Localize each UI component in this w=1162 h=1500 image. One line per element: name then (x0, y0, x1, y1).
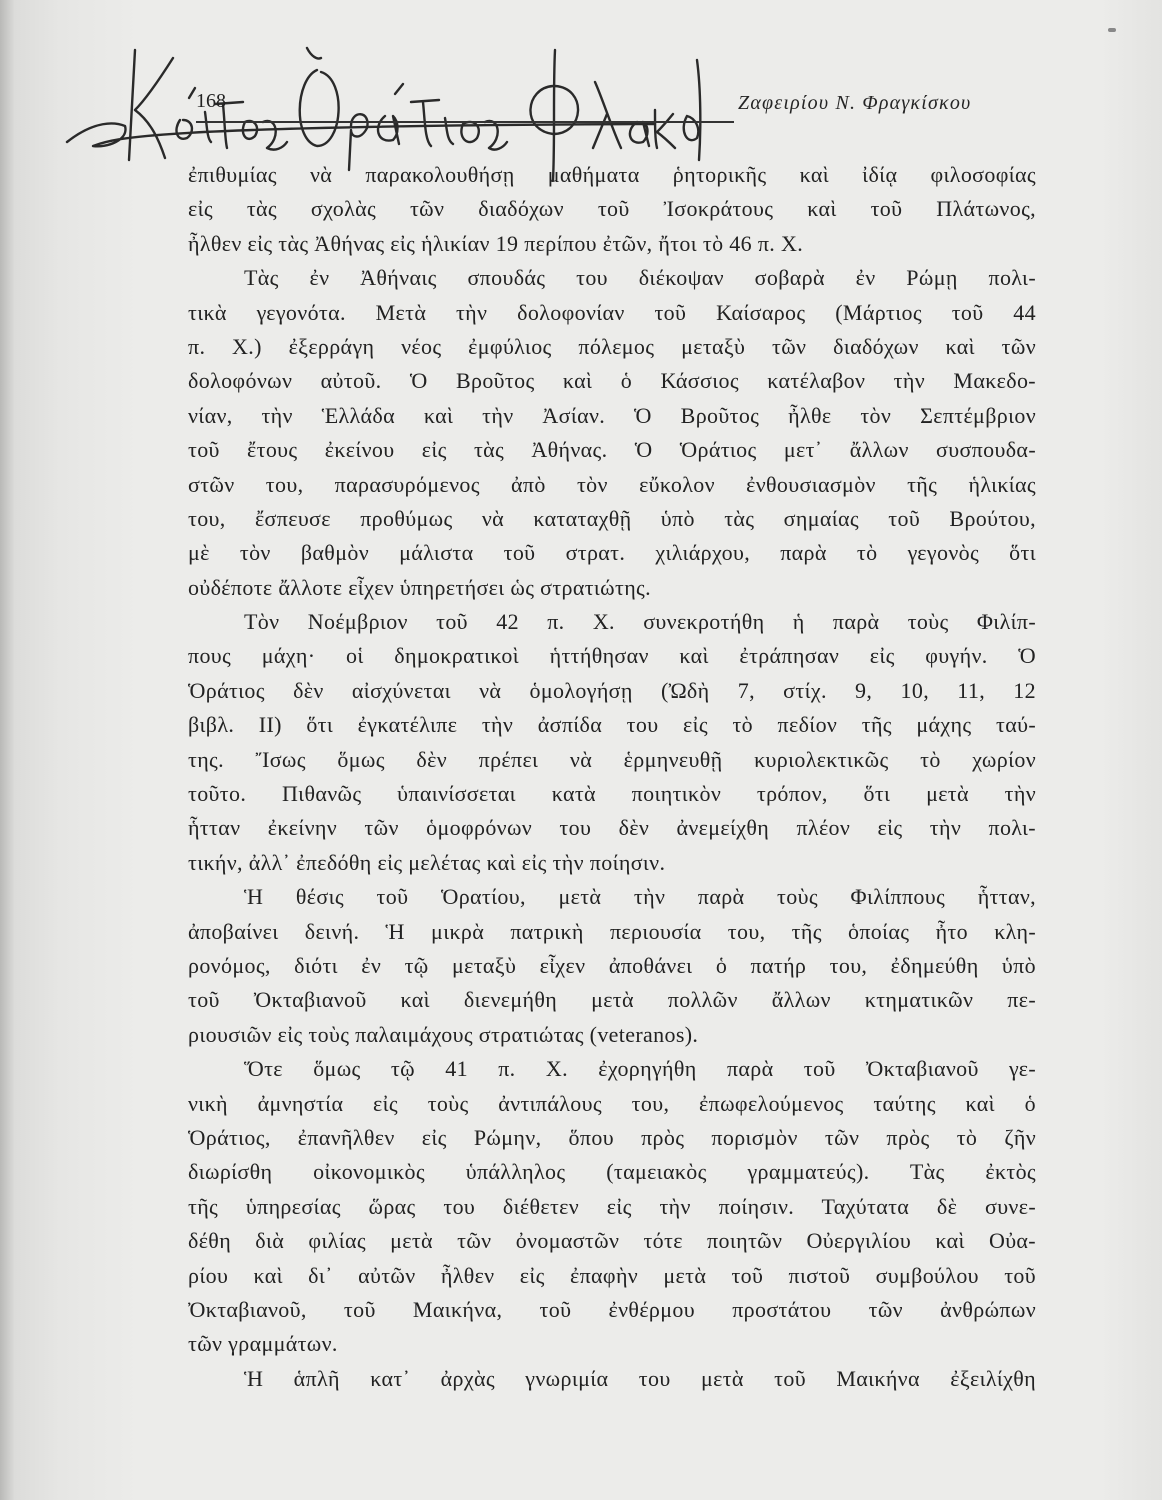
text-line: τικὰ γεγονότα. Μετὰ τὴν δολοφονίαν τοῦ Καίσαρος (Μάρτιος τοῦ 44 (188, 299, 1036, 325)
text-line: εἰς τὰς σχολὰς τῶν διαδόχων τοῦ Ἰσοκράτους καὶ τοῦ Πλάτωνος, (188, 196, 1036, 222)
text-line: π. Χ.) ἐξερράγη νέος ἐμφύλιος πόλεμος μεταξὺ τῶν διαδόχων καὶ τῶν (188, 333, 1036, 359)
paragraph (188, 1052, 1036, 1362)
text-line: μὲ τὸν βαθμὸν μάλιστα τοῦ στρατ. χιλιάρχου, παρὰ τὸ γεγονὸς ὅτι (188, 540, 1036, 566)
text-line: ριουσιῶν εἰς τοὺς παλαιμάχους στρατιώτας (veteranos). (188, 1021, 699, 1047)
text-line: Ἡ ἁπλῆ κατ᾽ ἀρχὰς γνωριμία του μετὰ τοῦ Μαικήνα ἐξειλίχθη (244, 1365, 1036, 1391)
text-line: δέθη διὰ φιλίας μετὰ τῶν ὀνομαστῶν τότε ποιητῶν Οὐεργιλίου καὶ Οὐα- (188, 1228, 1036, 1254)
text-line: τοῦ Ὀκταβιανοῦ καὶ διενεμήθη μετὰ πολλῶν ἄλλων κτηματικῶν πε- (188, 987, 1036, 1013)
text-line: ἦλθεν εἰς τὰς Ἀθήνας εἰς ἡλικίαν 19 περίπου ἐτῶν, ἤτοι τὸ 46 π. Χ. (188, 230, 804, 256)
text-line: ἧτταν ἐκείνην τῶν ὁμοφρόνων του δὲν ἀνεμείχθη πλέον εἰς τὴν πολι- (188, 815, 1036, 841)
text-line: ἀποβαίνει δεινή. Ἡ μικρὰ πατρικὴ περιουσία του, τῆς ὁποίας ἦτο κλη- (188, 918, 1036, 944)
binding-shadow (0, 0, 14, 1500)
text-line: ἐπιθυμίας νὰ παρακολουθήσῃ μαθήματα ῥητορικῆς καὶ ἰδίᾳ φιλοσοφίας (188, 162, 1036, 187)
text-line: τῆς ὑπηρεσίας ὥρας του διέθετεν εἰς τὴν ποίησιν. Ταχύτατα δὲ συνε- (188, 1193, 1036, 1219)
text-line: ρίου καὶ δι᾽ αὐτῶν ἦλθεν εἰς ἐπαφὴν μετὰ τοῦ πιστοῦ συμβούλου τοῦ (188, 1262, 1036, 1288)
body-text (188, 158, 1036, 1396)
paragraph (188, 605, 1036, 880)
text-line: ρονόμος, διότι ἐν τῷ μεταξὺ εἶχεν ἀποθάνει ὁ πατήρ του, ἐδημεύθη ὑπὸ (188, 952, 1036, 978)
text-line: δολοφόνων αὐτοῦ. Ὁ Βροῦτος καὶ ὁ Κάσσιος κατέλαβον τὴν Μακεδο- (188, 368, 1036, 394)
text-line: του, ἔσπευσε προθύμως νὰ καταταχθῇ ὑπὸ τὰς σημαίας τοῦ Βρούτου, (188, 505, 1036, 531)
text-line: νικὴ ἀμνηστία εἰς τοὺς ἀντιπάλους του, ἐπωφελούμενος ταύτης καὶ ὁ (188, 1090, 1036, 1116)
text-line: Τὸν Νοέμβριον τοῦ 42 π. Χ. συνεκροτήθη ἡ παρὰ τοὺς Φιλίπ- (244, 609, 1036, 635)
page-number: 168 (196, 90, 226, 112)
text-line: τῶν γραμμάτων. (188, 1331, 338, 1357)
paragraph (188, 261, 1036, 605)
paragraph (188, 158, 1036, 261)
text-line: Τὰς ἐν Ἀθήναις σπουδάς του διέκοψαν σοβαρὰ ἐν Ρώμῃ πολι- (244, 265, 1036, 291)
paragraph (188, 1362, 1036, 1396)
text-line: βιβλ. ΙΙ) ὅτι ἐγκατέλιπε τὴν ἀσπίδα του εἰς τὸ πεδίον τῆς μάχης ταύ- (188, 712, 1036, 738)
text-line: τοῦτο. Πιθανῶς ὑπαινίσσεται κατὰ ποιητικὸν τρόπον, ὅτι μετὰ τὴν (188, 781, 1036, 807)
text-line: οὐδέποτε ἄλλοτε εἶχεν ὑπηρετήσει ὡς στρατιώτης. (188, 574, 651, 600)
text-line: Ὁράτιος δὲν αἰσχύνεται νὰ ὁμολογήσῃ (Ὠδὴ 7, στίχ. 9, 10, 11, 12 (188, 677, 1036, 703)
text-line: Ὀκταβιανοῦ, τοῦ Μαικήνα, τοῦ ἐνθέρμου προστάτου τῶν ἀνθρώπων (188, 1296, 1036, 1322)
running-header: Ζαφειρίου Ν. Φραγκίσκου (738, 92, 972, 114)
text-line: Ἡ θέσις τοῦ Ὁρατίου, μετὰ τὴν παρὰ τοὺς Φιλίππους ἧτταν, (244, 884, 1036, 910)
text-line: Ὅτε ὅμως τῷ 41 π. Χ. ἐχορηγήθη παρὰ τοῦ Ὀκταβιανοῦ γε- (244, 1056, 1036, 1082)
text-line: τικήν, ἀλλ᾽ ἐπεδόθη εἰς μελέτας καὶ εἰς τὴν ποίησιν. (188, 849, 666, 875)
text-line: τοῦ ἔτους ἐκείνου εἰς τὰς Ἀθήνας. Ὁ Ὁράτιος μετ᾽ ἄλλων συσπουδα- (188, 437, 1036, 463)
header-rule (196, 121, 734, 123)
text-line: της. Ἴσως ὅμως δὲν πρέπει νὰ ἑρμηνευθῇ κυριολεκτικῶς τὸ χωρίον (188, 746, 1036, 772)
text-line: πους μάχη· οἱ δημοκρατικοὶ ἡττήθησαν καὶ ἐτράπησαν εἰς φυγήν. Ὁ (188, 643, 1036, 669)
text-line: διωρίσθη οἰκονομικὸς ὑπάλληλος (ταμειακὸς γραμματεύς). Τὰς ἐκτὸς (188, 1159, 1036, 1185)
text-line: Ὁράτιος, ἐπανῆλθεν εἰς Ρώμην, ὅπου πρὸς πορισμὸν τῶν πρὸς τὸ ζῆν (188, 1124, 1036, 1150)
paragraph (188, 880, 1036, 1052)
text-line: στῶν του, παρασυρόμενος ἀπὸ τὸν εὔκολον ἐνθουσιασμὸν τῆς ἡλικίας (188, 471, 1036, 497)
ink-speck (1108, 28, 1116, 32)
text-line: νίαν, τὴν Ἑλλάδα καὶ τὴν Ἀσίαν. Ὁ Βροῦτος ἦλθε τὸν Σεπτέμβριον (188, 402, 1036, 428)
